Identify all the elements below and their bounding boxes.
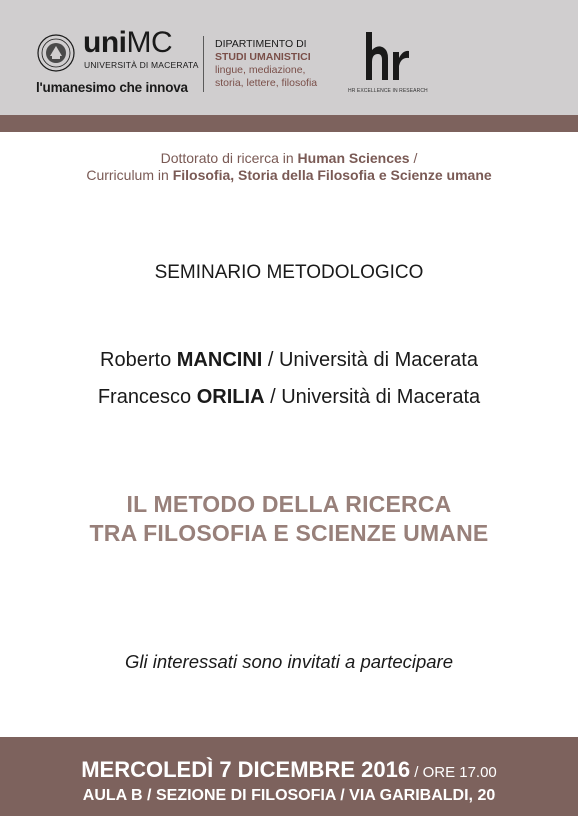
department-line-2: STUDI UMANISTICI xyxy=(215,51,311,63)
hr-excellence-logo-icon xyxy=(360,30,410,82)
header-divider xyxy=(203,36,204,92)
hr-excellence-caption: HR EXCELLENCE IN RESEARCH xyxy=(348,88,428,94)
seminar-title xyxy=(0,490,578,548)
speaker-2: Francesco ORILIA / Università di Macerata xyxy=(97,386,481,408)
unimc-logo: uniMC xyxy=(83,26,173,59)
seminar-title-line-2: TRA FILOSOFIA E SCIENZE UMANE xyxy=(89,520,489,546)
doctorate-info xyxy=(0,150,578,184)
speaker-1: Roberto MANCINI / Università di Macerata xyxy=(100,349,478,371)
footer-band xyxy=(0,737,578,816)
seminar-heading: SEMINARIO METODOLOGICO xyxy=(154,262,424,283)
department-line-4: storia, lettere, filosofia xyxy=(215,77,318,89)
header-band xyxy=(0,0,578,115)
seminar-title-line-1: IL METODO DELLA RICERCA xyxy=(126,491,452,517)
invitation-text: Gli interessati sono invitati a partecipare xyxy=(124,651,454,672)
university-name: UNIVERSITÀ DI MACERATA xyxy=(84,60,199,70)
header-stripe xyxy=(0,115,578,132)
event-location: AULA B / SEZIONE DI FILOSOFIA / VIA GARIBALDI, 20 xyxy=(82,787,496,804)
university-seal-icon xyxy=(37,34,75,72)
event-date-time: MERCOLEDÌ 7 DICEMBRE 2016 / ORE 17.00 xyxy=(81,757,497,782)
doctorate-line-1: Dottorato di ricerca in Human Sciences / xyxy=(160,150,418,166)
doctorate-line-2: Curriculum in Filosofia, Storia della Filosofia e Scienze umane xyxy=(86,167,492,183)
university-motto: l'umanesimo che innova xyxy=(36,80,188,95)
department-line-3: lingue, mediazione, xyxy=(215,64,306,76)
department-line-1: DIPARTIMENTO DI xyxy=(215,38,307,50)
